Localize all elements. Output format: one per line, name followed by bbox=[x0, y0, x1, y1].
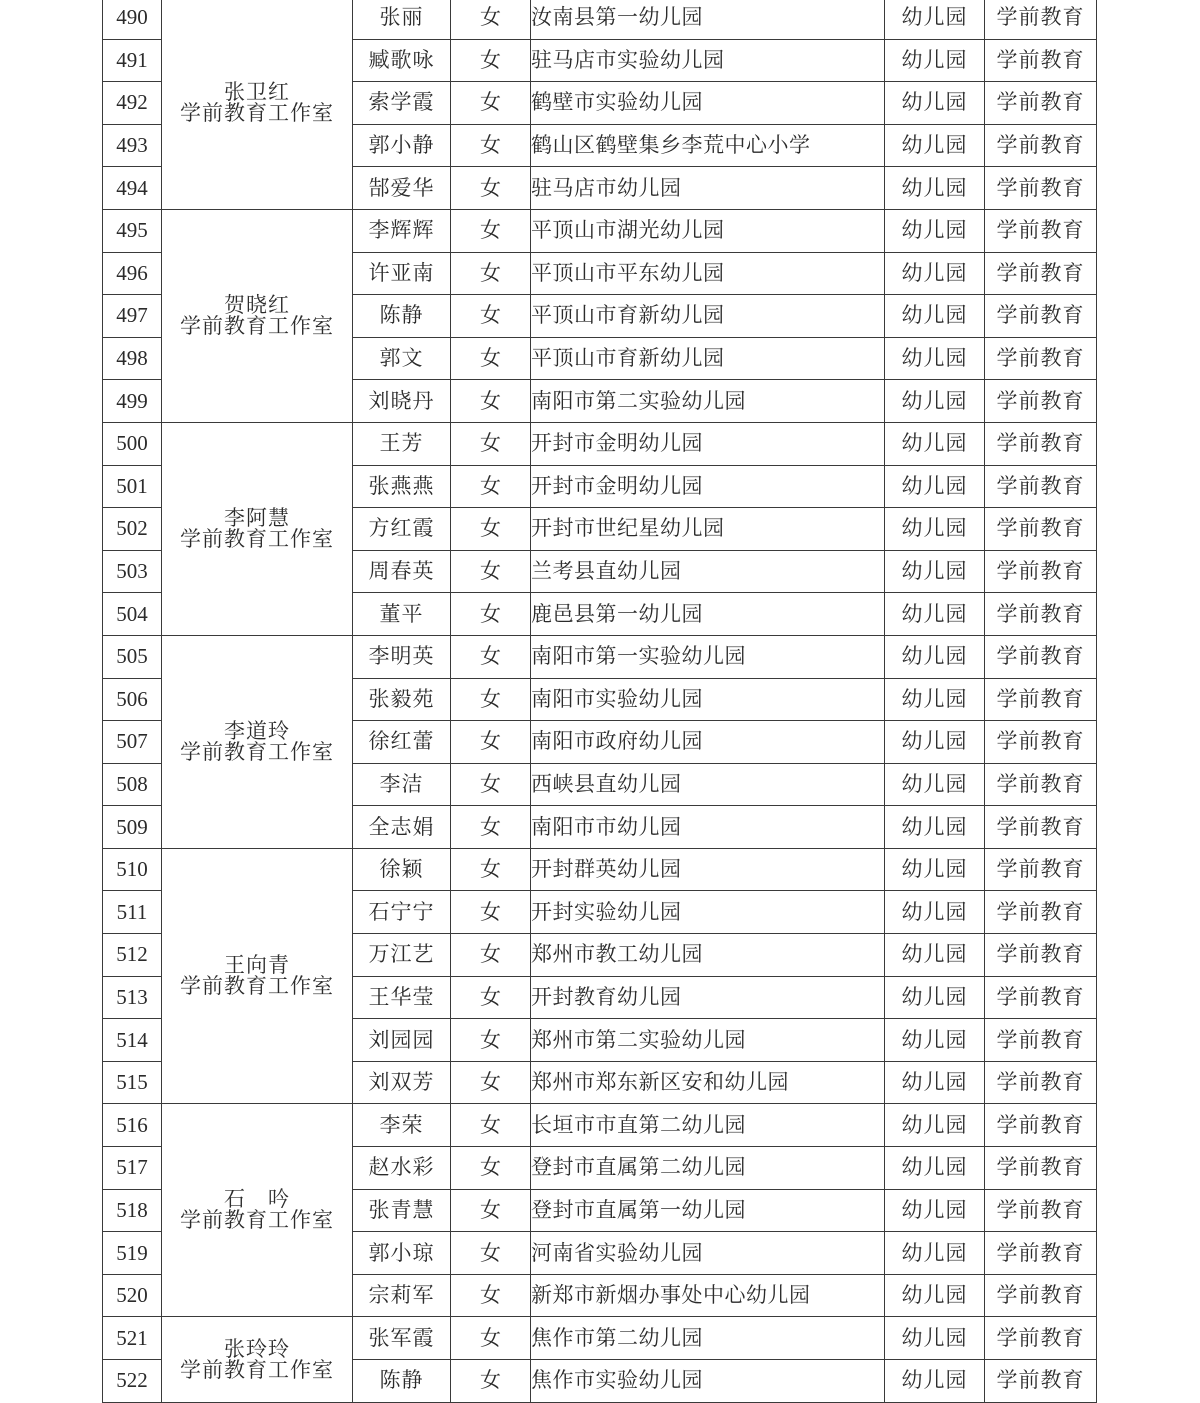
member-name: 李辉辉 bbox=[353, 209, 451, 252]
member-gender: 女 bbox=[451, 976, 531, 1019]
member-name: 刘园园 bbox=[353, 1019, 451, 1062]
subject: 学前教育 bbox=[985, 337, 1097, 380]
subject: 学前教育 bbox=[985, 1360, 1097, 1403]
subject: 学前教育 bbox=[985, 891, 1097, 934]
member-unit: 焦作市实验幼儿园 bbox=[531, 1360, 885, 1403]
row-number: 493 bbox=[103, 124, 162, 167]
subject: 学前教育 bbox=[985, 1232, 1097, 1275]
row-number: 511 bbox=[103, 891, 162, 934]
member-unit: 开封教育幼儿园 bbox=[531, 976, 885, 1019]
row-number: 494 bbox=[103, 167, 162, 210]
member-name: 李洁 bbox=[353, 763, 451, 806]
member-gender: 女 bbox=[451, 678, 531, 721]
subject: 学前教育 bbox=[985, 976, 1097, 1019]
subject: 学前教育 bbox=[985, 82, 1097, 125]
studio-head-name: 张玲玲 bbox=[224, 1336, 290, 1361]
subject: 学前教育 bbox=[985, 1104, 1097, 1147]
member-unit: 长垣市市直第二幼儿园 bbox=[531, 1104, 885, 1147]
school-type: 幼儿园 bbox=[885, 167, 985, 210]
member-gender: 女 bbox=[451, 167, 531, 210]
subject: 学前教育 bbox=[985, 1274, 1097, 1317]
member-unit: 西峡县直幼儿园 bbox=[531, 763, 885, 806]
member-gender: 女 bbox=[451, 593, 531, 636]
school-type: 幼儿园 bbox=[885, 465, 985, 508]
member-unit: 南阳市政府幼儿园 bbox=[531, 721, 885, 764]
school-type: 幼儿园 bbox=[885, 1274, 985, 1317]
school-type: 幼儿园 bbox=[885, 806, 985, 849]
member-gender: 女 bbox=[451, 337, 531, 380]
member-name: 索学霞 bbox=[353, 82, 451, 125]
member-name: 臧歌咏 bbox=[353, 39, 451, 82]
table-row bbox=[103, 848, 1097, 891]
row-number: 505 bbox=[103, 635, 162, 678]
subject: 学前教育 bbox=[985, 252, 1097, 295]
subject: 学前教育 bbox=[985, 593, 1097, 636]
studio-title: 学前教育工作室 bbox=[180, 974, 334, 999]
school-type: 幼儿园 bbox=[885, 39, 985, 82]
member-gender: 女 bbox=[451, 295, 531, 338]
row-number: 514 bbox=[103, 1019, 162, 1062]
studio-cell bbox=[162, 0, 353, 209]
member-gender: 女 bbox=[451, 635, 531, 678]
member-gender: 女 bbox=[451, 380, 531, 423]
member-gender: 女 bbox=[451, 806, 531, 849]
row-number: 520 bbox=[103, 1274, 162, 1317]
row-number: 499 bbox=[103, 380, 162, 423]
row-number: 517 bbox=[103, 1147, 162, 1190]
member-gender: 女 bbox=[451, 422, 531, 465]
row-number: 507 bbox=[103, 721, 162, 764]
member-gender: 女 bbox=[451, 1274, 531, 1317]
member-name: 赵水彩 bbox=[353, 1147, 451, 1190]
table-row bbox=[103, 0, 1097, 39]
member-unit: 河南省实验幼儿园 bbox=[531, 1232, 885, 1275]
member-gender: 女 bbox=[451, 763, 531, 806]
member-name: 徐颖 bbox=[353, 848, 451, 891]
row-number: 502 bbox=[103, 508, 162, 551]
studio-cell bbox=[162, 635, 353, 848]
row-number: 510 bbox=[103, 848, 162, 891]
school-type: 幼儿园 bbox=[885, 380, 985, 423]
member-name: 李荣 bbox=[353, 1104, 451, 1147]
studio-title: 学前教育工作室 bbox=[180, 313, 334, 338]
studio-head-name: 李道玲 bbox=[224, 718, 290, 743]
member-name: 董平 bbox=[353, 593, 451, 636]
subject: 学前教育 bbox=[985, 380, 1097, 423]
member-unit: 汝南县第一幼儿园 bbox=[531, 0, 885, 39]
member-unit: 平顶山市平东幼儿园 bbox=[531, 252, 885, 295]
member-unit: 郑州市郑东新区安和幼儿园 bbox=[531, 1061, 885, 1104]
member-unit: 平顶山市育新幼儿园 bbox=[531, 337, 885, 380]
member-name: 张青慧 bbox=[353, 1189, 451, 1232]
school-type: 幼儿园 bbox=[885, 934, 985, 977]
row-number: 490 bbox=[103, 0, 162, 39]
member-name: 陈静 bbox=[353, 295, 451, 338]
table-row bbox=[103, 422, 1097, 465]
subject: 学前教育 bbox=[985, 1019, 1097, 1062]
row-number: 515 bbox=[103, 1061, 162, 1104]
member-gender: 女 bbox=[451, 891, 531, 934]
school-type: 幼儿园 bbox=[885, 678, 985, 721]
member-name: 万江艺 bbox=[353, 934, 451, 977]
studio-head-name: 王向青 bbox=[224, 953, 290, 978]
member-unit: 驻马店市幼儿园 bbox=[531, 167, 885, 210]
studio-title: 学前教育工作室 bbox=[180, 526, 334, 551]
member-gender: 女 bbox=[451, 209, 531, 252]
school-type: 幼儿园 bbox=[885, 976, 985, 1019]
member-name: 张丽 bbox=[353, 0, 451, 39]
studio-cell bbox=[162, 422, 353, 635]
school-type: 幼儿园 bbox=[885, 1232, 985, 1275]
subject: 学前教育 bbox=[985, 806, 1097, 849]
subject: 学前教育 bbox=[985, 295, 1097, 338]
member-unit: 鹤壁市实验幼儿园 bbox=[531, 82, 885, 125]
member-gender: 女 bbox=[451, 465, 531, 508]
member-name: 方红霞 bbox=[353, 508, 451, 551]
school-type: 幼儿园 bbox=[885, 1317, 985, 1360]
subject: 学前教育 bbox=[985, 550, 1097, 593]
row-number: 519 bbox=[103, 1232, 162, 1275]
member-name: 刘双芳 bbox=[353, 1061, 451, 1104]
member-unit: 驻马店市实验幼儿园 bbox=[531, 39, 885, 82]
row-number: 501 bbox=[103, 465, 162, 508]
subject: 学前教育 bbox=[985, 1061, 1097, 1104]
member-name: 宗莉军 bbox=[353, 1274, 451, 1317]
school-type: 幼儿园 bbox=[885, 1189, 985, 1232]
member-name: 张燕燕 bbox=[353, 465, 451, 508]
subject: 学前教育 bbox=[985, 1147, 1097, 1190]
member-gender: 女 bbox=[451, 721, 531, 764]
row-number: 506 bbox=[103, 678, 162, 721]
studio-head-name: 石 吟 bbox=[224, 1187, 290, 1212]
subject: 学前教育 bbox=[985, 1189, 1097, 1232]
member-name: 刘晓丹 bbox=[353, 380, 451, 423]
row-number: 521 bbox=[103, 1317, 162, 1360]
school-type: 幼儿园 bbox=[885, 635, 985, 678]
subject: 学前教育 bbox=[985, 508, 1097, 551]
member-gender: 女 bbox=[451, 252, 531, 295]
row-number: 503 bbox=[103, 550, 162, 593]
member-name: 郭小琼 bbox=[353, 1232, 451, 1275]
member-gender: 女 bbox=[451, 82, 531, 125]
member-unit: 开封市世纪星幼儿园 bbox=[531, 508, 885, 551]
table-row bbox=[103, 1317, 1097, 1360]
subject: 学前教育 bbox=[985, 209, 1097, 252]
school-type: 幼儿园 bbox=[885, 848, 985, 891]
school-type: 幼儿园 bbox=[885, 82, 985, 125]
studio-title: 学前教育工作室 bbox=[180, 100, 334, 125]
row-number: 518 bbox=[103, 1189, 162, 1232]
member-unit: 兰考县直幼儿园 bbox=[531, 550, 885, 593]
member-unit: 开封市金明幼儿园 bbox=[531, 422, 885, 465]
member-name: 李明英 bbox=[353, 635, 451, 678]
member-name: 张军霞 bbox=[353, 1317, 451, 1360]
member-gender: 女 bbox=[451, 508, 531, 551]
school-type: 幼儿园 bbox=[885, 1360, 985, 1403]
member-name: 全志娟 bbox=[353, 806, 451, 849]
member-gender: 女 bbox=[451, 1019, 531, 1062]
roster-table bbox=[102, 0, 1097, 1403]
row-number: 504 bbox=[103, 593, 162, 636]
school-type: 幼儿园 bbox=[885, 508, 985, 551]
member-unit: 南阳市第一实验幼儿园 bbox=[531, 635, 885, 678]
studio-head-name: 贺晓红 bbox=[224, 292, 290, 317]
member-name: 石宁宁 bbox=[353, 891, 451, 934]
member-name: 郭文 bbox=[353, 337, 451, 380]
school-type: 幼儿园 bbox=[885, 1104, 985, 1147]
subject: 学前教育 bbox=[985, 422, 1097, 465]
school-type: 幼儿园 bbox=[885, 252, 985, 295]
member-gender: 女 bbox=[451, 848, 531, 891]
subject: 学前教育 bbox=[985, 0, 1097, 39]
school-type: 幼儿园 bbox=[885, 593, 985, 636]
studio-head-name: 李阿慧 bbox=[224, 505, 290, 530]
member-gender: 女 bbox=[451, 1232, 531, 1275]
row-number: 513 bbox=[103, 976, 162, 1019]
member-unit: 南阳市实验幼儿园 bbox=[531, 678, 885, 721]
studio-cell bbox=[162, 1317, 353, 1402]
roster-body bbox=[103, 0, 1097, 1402]
member-unit: 焦作市第二幼儿园 bbox=[531, 1317, 885, 1360]
member-gender: 女 bbox=[451, 1061, 531, 1104]
member-name: 张毅苑 bbox=[353, 678, 451, 721]
school-type: 幼儿园 bbox=[885, 721, 985, 764]
subject: 学前教育 bbox=[985, 934, 1097, 977]
row-number: 508 bbox=[103, 763, 162, 806]
row-number: 509 bbox=[103, 806, 162, 849]
table-row bbox=[103, 209, 1097, 252]
member-unit: 郑州市第二实验幼儿园 bbox=[531, 1019, 885, 1062]
row-number: 491 bbox=[103, 39, 162, 82]
school-type: 幼儿园 bbox=[885, 550, 985, 593]
row-number: 500 bbox=[103, 422, 162, 465]
member-name: 王华莹 bbox=[353, 976, 451, 1019]
studio-cell bbox=[162, 1104, 353, 1317]
subject: 学前教育 bbox=[985, 1317, 1097, 1360]
member-unit: 平顶山市湖光幼儿园 bbox=[531, 209, 885, 252]
member-unit: 新郑市新烟办事处中心幼儿园 bbox=[531, 1274, 885, 1317]
member-gender: 女 bbox=[451, 550, 531, 593]
member-gender: 女 bbox=[451, 1189, 531, 1232]
member-unit: 开封市金明幼儿园 bbox=[531, 465, 885, 508]
member-unit: 郑州市教工幼儿园 bbox=[531, 934, 885, 977]
member-unit: 登封市直属第一幼儿园 bbox=[531, 1189, 885, 1232]
member-gender: 女 bbox=[451, 39, 531, 82]
member-gender: 女 bbox=[451, 1147, 531, 1190]
member-gender: 女 bbox=[451, 0, 531, 39]
member-name: 王芳 bbox=[353, 422, 451, 465]
subject: 学前教育 bbox=[985, 678, 1097, 721]
school-type: 幼儿园 bbox=[885, 1061, 985, 1104]
member-unit: 南阳市第二实验幼儿园 bbox=[531, 380, 885, 423]
studio-title: 学前教育工作室 bbox=[180, 1208, 334, 1233]
member-unit: 登封市直属第二幼儿园 bbox=[531, 1147, 885, 1190]
table-row bbox=[103, 635, 1097, 678]
subject: 学前教育 bbox=[985, 465, 1097, 508]
member-unit: 鹿邑县第一幼儿园 bbox=[531, 593, 885, 636]
studio-cell bbox=[162, 209, 353, 422]
row-number: 516 bbox=[103, 1104, 162, 1147]
school-type: 幼儿园 bbox=[885, 337, 985, 380]
member-unit: 开封实验幼儿园 bbox=[531, 891, 885, 934]
member-gender: 女 bbox=[451, 1104, 531, 1147]
member-name: 周春英 bbox=[353, 550, 451, 593]
table-row bbox=[103, 1104, 1097, 1147]
subject: 学前教育 bbox=[985, 39, 1097, 82]
studio-head-name: 张卫红 bbox=[224, 79, 290, 104]
member-gender: 女 bbox=[451, 934, 531, 977]
member-unit: 平顶山市育新幼儿园 bbox=[531, 295, 885, 338]
member-name: 许亚南 bbox=[353, 252, 451, 295]
member-name: 郭小静 bbox=[353, 124, 451, 167]
row-number: 522 bbox=[103, 1360, 162, 1403]
studio-cell bbox=[162, 848, 353, 1104]
member-name: 郜爱华 bbox=[353, 167, 451, 210]
member-gender: 女 bbox=[451, 124, 531, 167]
row-number: 496 bbox=[103, 252, 162, 295]
row-number: 497 bbox=[103, 295, 162, 338]
member-name: 陈静 bbox=[353, 1360, 451, 1403]
school-type: 幼儿园 bbox=[885, 295, 985, 338]
member-unit: 鹤山区鹤壁集乡李荒中心小学 bbox=[531, 124, 885, 167]
member-gender: 女 bbox=[451, 1360, 531, 1403]
subject: 学前教育 bbox=[985, 848, 1097, 891]
row-number: 492 bbox=[103, 82, 162, 125]
school-type: 幼儿园 bbox=[885, 422, 985, 465]
school-type: 幼儿园 bbox=[885, 209, 985, 252]
subject: 学前教育 bbox=[985, 635, 1097, 678]
row-number: 512 bbox=[103, 934, 162, 977]
row-number: 498 bbox=[103, 337, 162, 380]
school-type: 幼儿园 bbox=[885, 763, 985, 806]
school-type: 幼儿园 bbox=[885, 891, 985, 934]
subject: 学前教育 bbox=[985, 763, 1097, 806]
subject: 学前教育 bbox=[985, 124, 1097, 167]
studio-title: 学前教育工作室 bbox=[180, 739, 334, 764]
subject: 学前教育 bbox=[985, 167, 1097, 210]
subject: 学前教育 bbox=[985, 721, 1097, 764]
member-unit: 南阳市市幼儿园 bbox=[531, 806, 885, 849]
school-type: 幼儿园 bbox=[885, 1147, 985, 1190]
school-type: 幼儿园 bbox=[885, 0, 985, 39]
school-type: 幼儿园 bbox=[885, 124, 985, 167]
member-unit: 开封群英幼儿园 bbox=[531, 848, 885, 891]
studio-title: 学前教育工作室 bbox=[180, 1357, 334, 1382]
row-number: 495 bbox=[103, 209, 162, 252]
member-gender: 女 bbox=[451, 1317, 531, 1360]
member-name: 徐红蕾 bbox=[353, 721, 451, 764]
school-type: 幼儿园 bbox=[885, 1019, 985, 1062]
